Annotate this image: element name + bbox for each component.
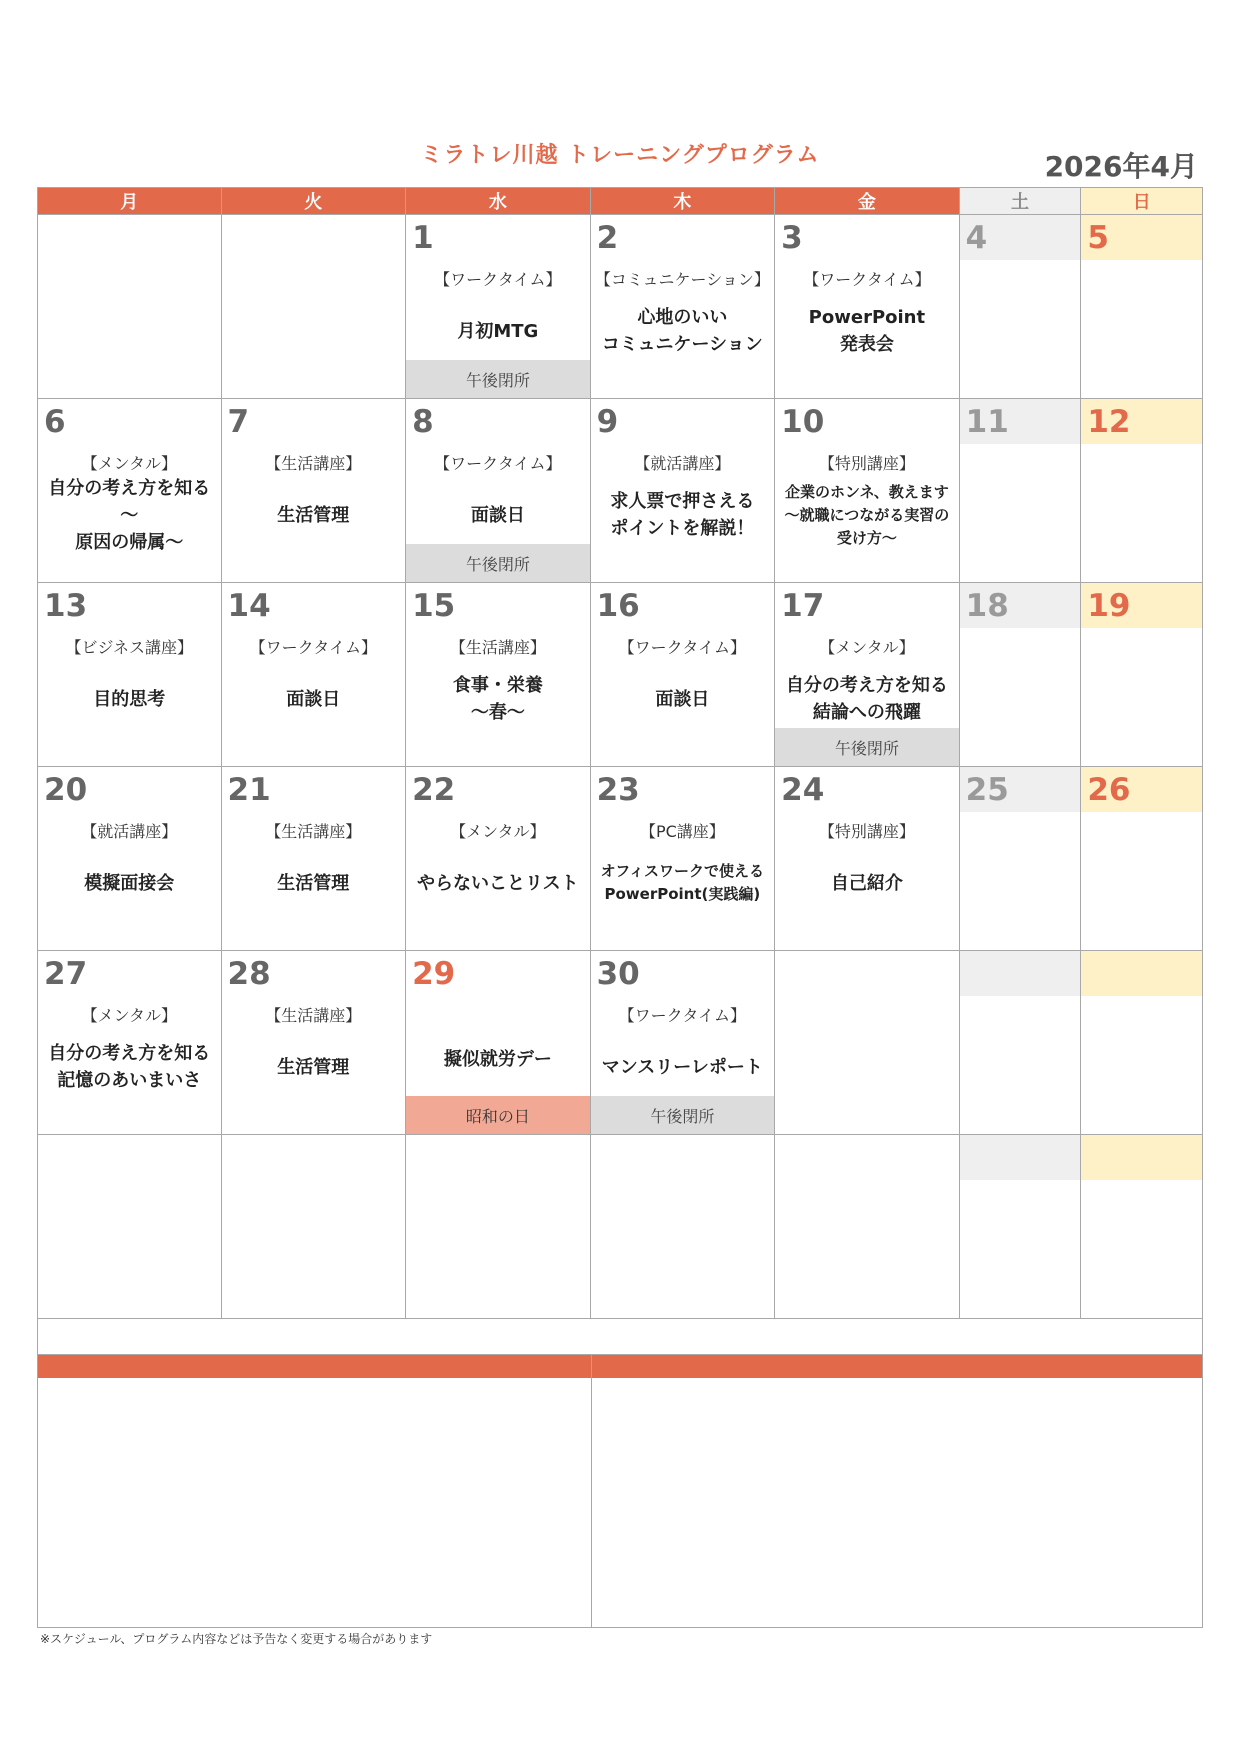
day-cell xyxy=(406,951,591,1135)
weekday-header-cell: 金 xyxy=(775,187,960,215)
holiday-label: 昭和の日 xyxy=(406,1096,590,1134)
weekend-band xyxy=(960,1135,1081,1180)
calendar-week xyxy=(37,951,1203,1135)
day-cell xyxy=(37,951,222,1135)
program-title: 月初MTG xyxy=(457,320,539,342)
day-number: 26 xyxy=(1087,772,1131,808)
program-title: 自分の考え方を知る 結論への飛躍 xyxy=(785,675,948,723)
day-number: 7 xyxy=(227,404,250,440)
program-title: マンスリーレポート xyxy=(601,1056,763,1078)
program-category: 【ワークタイム】 xyxy=(618,638,747,657)
notes-panel-right xyxy=(592,1355,1203,1628)
day-number: 20 xyxy=(44,772,88,808)
day-cell xyxy=(1081,215,1203,399)
day-cell xyxy=(37,767,222,951)
day-number: 1 xyxy=(412,220,434,256)
day-cell xyxy=(406,767,591,951)
program-category: 【生活講座】 xyxy=(265,454,362,473)
day-number: 17 xyxy=(781,588,825,624)
day-cell xyxy=(591,215,776,399)
notes-area xyxy=(37,1355,1203,1628)
day-cell xyxy=(775,1135,960,1319)
day-cell xyxy=(775,951,960,1135)
weekday-header-cell: 水 xyxy=(406,187,591,215)
footnote: ※スケジュール、プログラム内容などは予告なく変更する場合があります xyxy=(40,1632,433,1646)
day-cell xyxy=(960,1135,1082,1319)
day-cell xyxy=(37,1135,222,1319)
calendar-footer-row xyxy=(37,1319,1203,1355)
day-cell xyxy=(591,583,776,767)
day-cell xyxy=(775,215,960,399)
day-cell xyxy=(222,767,407,951)
program-title: 生活管理 xyxy=(277,504,350,526)
day-cell xyxy=(591,1135,776,1319)
program-category: 【生活講座】 xyxy=(265,822,362,841)
program-category: 【コミュニケーション】 xyxy=(594,270,770,289)
day-cell xyxy=(406,215,591,399)
closed-label: 午後閉所 xyxy=(406,360,590,398)
day-cell xyxy=(591,767,776,951)
weekday-header-cell: 木 xyxy=(591,187,776,215)
day-cell xyxy=(960,399,1082,583)
day-cell xyxy=(222,1135,407,1319)
day-number: 18 xyxy=(965,588,1009,624)
program-title: やらないことリスト xyxy=(417,872,579,894)
day-number: 16 xyxy=(596,588,640,624)
day-number: 21 xyxy=(227,772,271,808)
program-category: 【メンタル】 xyxy=(819,638,915,657)
day-cell xyxy=(222,399,407,583)
day-number: 8 xyxy=(412,404,434,440)
day-number: 29 xyxy=(412,956,456,992)
closed-label: 午後閉所 xyxy=(775,728,959,766)
weekday-header-cell: 日 xyxy=(1081,187,1203,215)
closed-label: 午後閉所 xyxy=(406,544,590,582)
day-number: 27 xyxy=(44,956,88,992)
program-category: 【メンタル】 xyxy=(81,454,177,473)
day-number: 6 xyxy=(44,404,66,440)
program-category: 【ワークタイム】 xyxy=(803,270,931,289)
program-category: 【ワークタイム】 xyxy=(249,638,377,657)
day-number: 10 xyxy=(781,404,825,440)
day-number: 25 xyxy=(965,772,1009,808)
weekday-header-cell: 火 xyxy=(222,187,407,215)
day-number: 19 xyxy=(1087,588,1131,624)
day-number: 12 xyxy=(1087,404,1131,440)
day-cell xyxy=(960,215,1082,399)
calendar-week xyxy=(37,215,1203,399)
day-number: 2 xyxy=(596,220,619,256)
program-category: 【ワークタイム】 xyxy=(434,454,562,473)
program-title: 求人票で押さえる ポイントを解説！ xyxy=(610,491,755,539)
program-category: 【メンタル】 xyxy=(81,1006,177,1025)
day-cell xyxy=(775,767,960,951)
weekend-band xyxy=(1081,1135,1202,1180)
program-title: PowerPoint 発表会 xyxy=(808,307,926,355)
day-cell xyxy=(775,583,960,767)
day-cell xyxy=(1081,951,1203,1135)
program-title: 生活管理 xyxy=(277,1056,350,1078)
day-cell xyxy=(37,583,222,767)
calendar-week xyxy=(37,767,1203,951)
day-cell xyxy=(222,951,407,1135)
program-category: 【生活講座】 xyxy=(265,1006,362,1025)
calendar-grid xyxy=(37,187,1203,1319)
day-cell xyxy=(960,951,1082,1135)
day-cell xyxy=(406,583,591,767)
program-category: 【ワークタイム】 xyxy=(434,270,562,289)
day-cell xyxy=(775,399,960,583)
program-category: 【メンタル】 xyxy=(450,822,546,841)
day-number: 11 xyxy=(965,404,1009,440)
program-title: 自分の考え方を知る～ 原因の帰属～ xyxy=(48,477,211,553)
program-title: 食事・栄養 ～春～ xyxy=(452,675,543,723)
program-title: 目的思考 xyxy=(93,688,166,710)
day-cell xyxy=(222,215,407,399)
day-number: 22 xyxy=(412,772,456,808)
weekday-header xyxy=(37,187,1203,215)
program-category: 【ビジネス講座】 xyxy=(65,638,194,657)
closed-label: 午後閉所 xyxy=(591,1096,775,1134)
program-title: 企業のホンネ、教えます ～就職につながる実習の 受け方～ xyxy=(784,482,950,547)
day-cell xyxy=(1081,399,1203,583)
day-cell xyxy=(960,583,1082,767)
program-title: オフィスワークで使える PowerPoint(実践編) xyxy=(600,862,765,903)
program-title: 模擬面接会 xyxy=(84,872,175,894)
weekend-band xyxy=(960,951,1081,996)
notes-panel-right-header xyxy=(592,1355,1202,1378)
day-cell xyxy=(37,215,222,399)
day-cell xyxy=(1081,583,1203,767)
program-title: 心地のいい コミュニケーション xyxy=(601,307,763,355)
program-category: 【PC講座】 xyxy=(639,822,725,841)
day-number: 30 xyxy=(596,956,640,992)
day-number: 24 xyxy=(781,772,825,808)
program-title: 生活管理 xyxy=(277,872,350,894)
calendar-week xyxy=(37,1135,1203,1319)
program-title: 自分の考え方を知る 記憶のあいまいさ xyxy=(48,1043,211,1091)
program-title: 擬似就労デー xyxy=(443,1048,552,1070)
program-title: 面談日 xyxy=(655,688,710,710)
program-title: 面談日 xyxy=(470,504,525,526)
day-cell xyxy=(591,399,776,583)
day-number: 28 xyxy=(227,956,271,992)
program-category: 【就活講座】 xyxy=(634,454,731,473)
day-cell xyxy=(222,583,407,767)
day-number: 4 xyxy=(965,220,988,256)
program-category: 【生活講座】 xyxy=(449,638,546,657)
day-number: 15 xyxy=(412,588,456,624)
weekday-header-cell: 土 xyxy=(960,187,1082,215)
day-cell xyxy=(406,399,591,583)
program-title: 面談日 xyxy=(286,688,341,710)
notes-panel-left-header xyxy=(38,1355,591,1378)
day-number: 9 xyxy=(596,404,619,440)
program-category: 【特別講座】 xyxy=(818,822,915,841)
program-title: 自己紹介 xyxy=(830,872,903,894)
day-number: 13 xyxy=(44,588,88,624)
day-number: 5 xyxy=(1087,220,1109,256)
program-category: 【特別講座】 xyxy=(818,454,915,473)
day-cell xyxy=(591,951,776,1135)
day-number: 23 xyxy=(596,772,640,808)
day-cell xyxy=(960,767,1082,951)
program-category: 【ワークタイム】 xyxy=(618,1006,747,1025)
calendar-week xyxy=(37,583,1203,767)
day-cell xyxy=(37,399,222,583)
month-label: 2026年4月 xyxy=(1044,150,1198,183)
calendar-week xyxy=(37,399,1203,583)
weekday-header-cell: 月 xyxy=(37,187,222,215)
program-category: 【就活講座】 xyxy=(81,822,178,841)
notes-panel-left xyxy=(37,1355,592,1628)
day-cell xyxy=(406,1135,591,1319)
weekend-band xyxy=(1081,951,1202,996)
day-cell xyxy=(1081,767,1203,951)
page-title: ミラトレ川越 トレーニングプログラム xyxy=(420,143,820,168)
day-number: 14 xyxy=(227,588,271,624)
day-cell xyxy=(1081,1135,1203,1319)
day-number: 3 xyxy=(781,220,803,256)
